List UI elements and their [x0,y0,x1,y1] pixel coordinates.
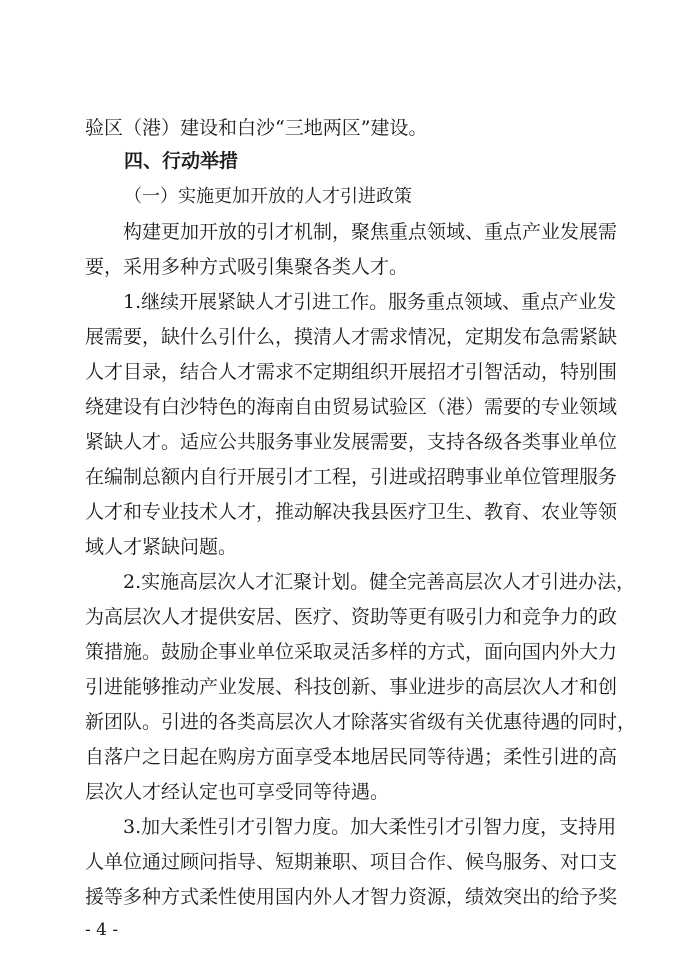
text-line: 援等多种方式柔性使用国内外人才智力资源，绩效突出的给予奖 [85,886,618,908]
section-heading: 四、行动举措 [124,150,239,172]
subheading: （一）实施更加开放的人才引进政策 [124,186,412,207]
text-line: 人单位通过顾问指导、短期兼职、项目合作、候鸟服务、对口支 [85,851,618,873]
text-line: 新团队。引进的各类高层次人才除落实省级有关优惠待遇的同时， [85,711,637,733]
text-line: 域人才紧缺问题。 [85,536,238,558]
text-line: 展需要，缺什么引什么，摸清人才需求情况，定期发布急需紧缺 [85,326,618,348]
text-line: 人才和专业技术人才，推动解决我县医疗卫生、教育、农业等领 [85,501,618,523]
text-line: 3.加大柔性引才引智力度。加大柔性引才引智力度，支持用 [123,816,617,838]
text-line: 层次人才经认定也可享受同等待遇。 [85,781,390,803]
text-line: 引进能够推动产业发展、科技创新、事业进步的高层次人才和创 [85,676,618,698]
text-line: 策措施。鼓励企事业单位采取灵活多样的方式，面向国内外大力 [85,641,618,663]
page-number: - 4 - [85,920,119,940]
text-line: 为高层次人才提供安居、医疗、资助等更有吸引力和竞争力的政 [85,606,618,628]
text-line: 验区（港）建设和白沙“三地两区”建设。 [85,117,428,139]
text-line: 要，采用多种方式吸引集聚各类人才。 [85,256,409,278]
text-line: 人才目录，结合人才需求不定期组织开展招才引智活动，特别围 [85,361,618,383]
text-line: 1.继续开展紧缺人才引进工作。服务重点领域、重点产业发 [123,291,617,313]
text-line: 在编制总额内自行开展引才工程，引进或招聘事业单位管理服务 [85,466,618,488]
text-line: 紧缺人才。适应公共服务事业发展需要，支持各级各类事业单位 [85,431,618,453]
text-line: 构建更加开放的引才机制，聚焦重点领域、重点产业发展需 [123,221,618,243]
text-line: 绕建设有白沙特色的海南自由贸易试验区（港）需要的专业领域 [85,396,618,418]
text-line: 2.实施高层次人才汇聚计划。健全完善高层次人才引进办法， [123,571,636,593]
text-line: 自落户之日起在购房方面享受本地居民同等待遇；柔性引进的高 [85,746,618,768]
